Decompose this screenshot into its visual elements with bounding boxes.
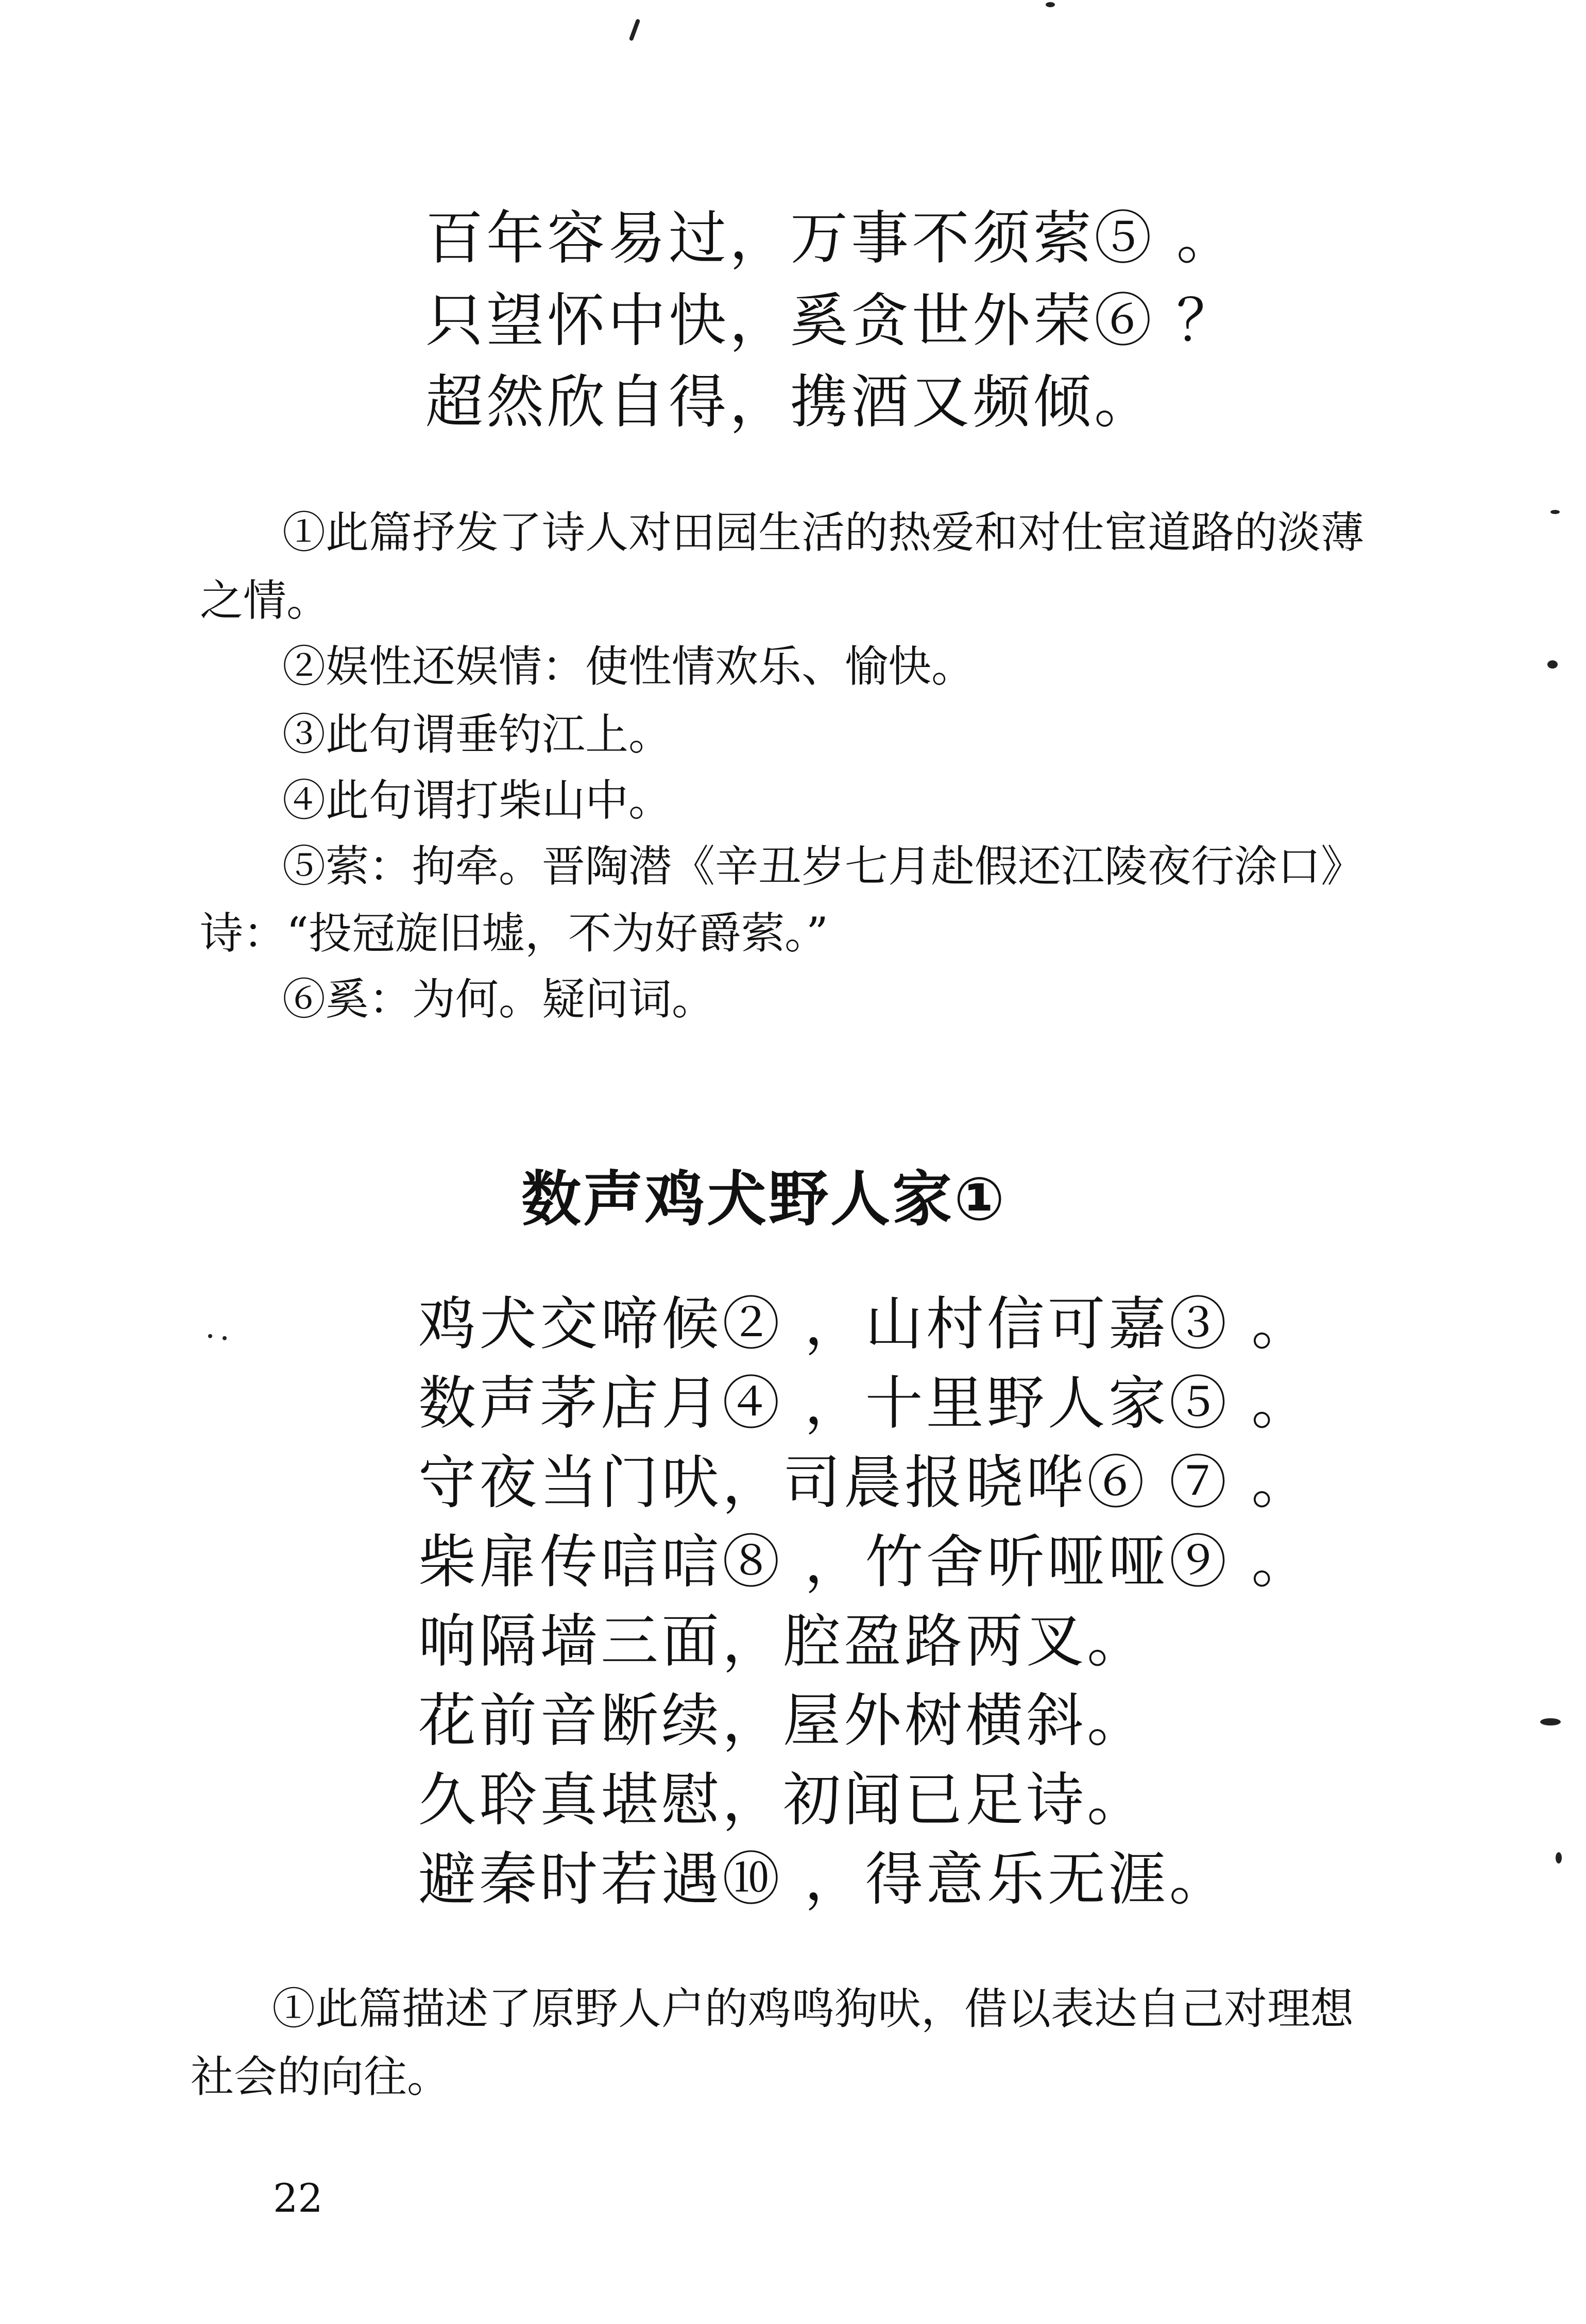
footnote: ⑥奚：为何。疑问词。 bbox=[282, 974, 715, 1024]
poem2-line: 响隔墙三面，腔盈路两叉。 bbox=[418, 1608, 1148, 1675]
page-number: 22 bbox=[273, 2175, 323, 2221]
footnote: ⑤萦：拘牵。晋陶潜《辛丑岁七月赴假还江陵夜行涂口》 bbox=[282, 841, 1365, 892]
scan-mark bbox=[1556, 1852, 1562, 1864]
poem2-line: 鸡犬交啼候② ，山村信可嘉③ 。 bbox=[418, 1291, 1312, 1358]
poem2-line: 避秦时若遇⑩ ，得意乐无涯。 bbox=[418, 1846, 1230, 1913]
footnote: ①此篇描述了原野人户的鸡鸣狗吠，借以表达自己对理想 bbox=[272, 1984, 1354, 2034]
poem2-line: 花前音断续，屋外树横斜。 bbox=[418, 1687, 1148, 1754]
scan-mark bbox=[1046, 2, 1055, 7]
scan-mark bbox=[223, 1336, 227, 1340]
scan-mark bbox=[1540, 1718, 1561, 1725]
scan-mark bbox=[629, 19, 641, 41]
poem2-line: 数声茅店月④ ，十里野人家⑤ 。 bbox=[418, 1370, 1312, 1437]
scan-mark bbox=[1547, 660, 1558, 669]
footnote: 诗：“投冠旋旧墟，不为好爵萦。” bbox=[200, 908, 828, 959]
scan-mark bbox=[208, 1334, 212, 1338]
poem-title: 数声鸡犬野人家① bbox=[521, 1165, 1007, 1234]
footnote: ④此句谓打柴山中。 bbox=[282, 775, 672, 826]
poem1-line: 百年容易过，万事不须萦⑤ 。 bbox=[425, 205, 1237, 272]
scan-mark bbox=[1550, 510, 1560, 514]
footnote: 社会的向往。 bbox=[191, 2052, 451, 2102]
poem1-line: 超然欣自得，携酒又频倾。 bbox=[425, 369, 1155, 436]
footnote: ①此篇抒发了诗人对田园生活的热爱和对仕宦道路的淡薄 bbox=[282, 507, 1365, 558]
poem2-line: 柴扉传唁唁⑧ ，竹舍听哑哑⑨ 。 bbox=[418, 1529, 1312, 1596]
poem2-line: 守夜当门吠，司晨报晓哗⑥ ⑦ 。 bbox=[418, 1449, 1312, 1516]
poem2-line: 久聆真堪慰，初闻已足诗。 bbox=[418, 1767, 1148, 1834]
footnote: ②娱性还娱情：使性情欢乐、愉快。 bbox=[282, 641, 975, 692]
poem1-line: 只望怀中快，奚贪世外荣⑥ ？ bbox=[425, 287, 1237, 354]
footnote: ③此句谓垂钓江上。 bbox=[282, 709, 672, 760]
footnote: 之情。 bbox=[200, 575, 330, 626]
